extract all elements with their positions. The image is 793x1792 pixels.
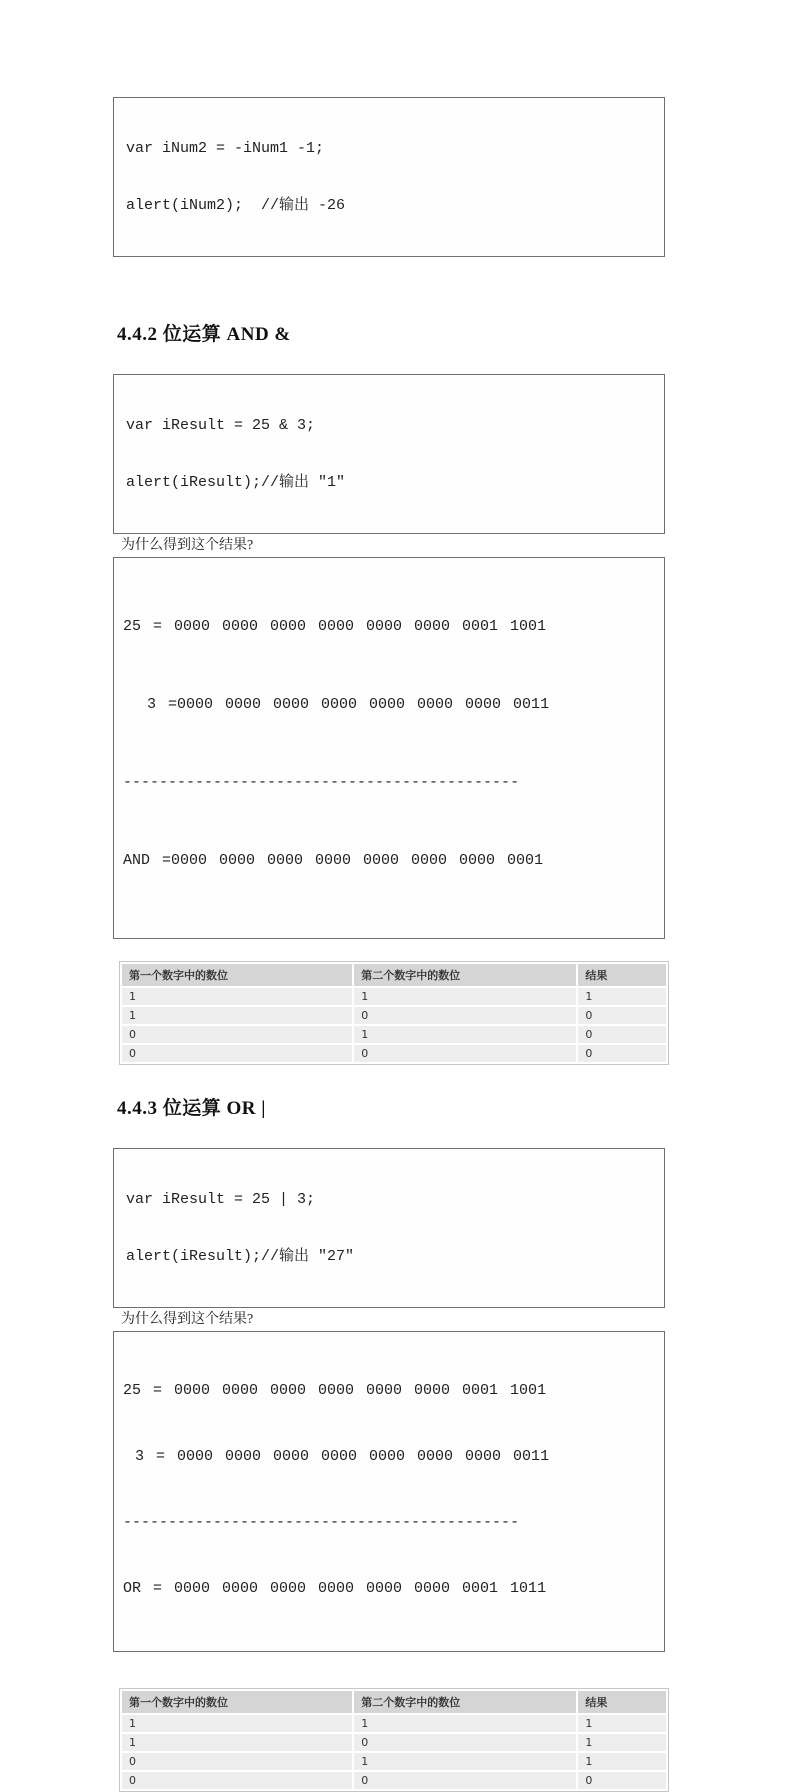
document-page: [0, 97, 793, 1787]
binary-line-divider: --------------------------------------------: [123, 774, 520, 791]
column-header: 结果: [578, 964, 666, 986]
table-row: [122, 1734, 666, 1751]
section-heading-bitwise-and: 4.4.2 位运算 AND &: [117, 324, 291, 345]
question-text: 为什么得到这个结果?: [121, 1312, 254, 1327]
table-cell: 1: [354, 988, 576, 1005]
table-row: [122, 1715, 666, 1732]
section-heading-bitwise-or: 4.4.3 位运算 OR |: [117, 1098, 266, 1119]
binary-line: AND =0000 0000 0000 0000 0000 0000 0000 0001: [123, 852, 544, 869]
binary-block-and: [113, 557, 665, 939]
truth-table-and: [119, 961, 669, 1065]
code-line: alert(iResult);//输出 ″27″: [126, 1248, 355, 1265]
table-cell: 0: [354, 1772, 576, 1789]
table-cell: 0: [122, 1753, 352, 1770]
table-row: [122, 1045, 666, 1062]
table-cell: 1: [578, 1734, 666, 1751]
code-line: var iResult = 25 | 3;: [126, 1191, 316, 1208]
table-cell: 1: [122, 988, 352, 1005]
code-block-and-example: [113, 374, 665, 534]
table-cell: 1: [578, 1753, 666, 1770]
binary-line: OR = 0000 0000 0000 0000 0000 0000 0001 1011: [123, 1580, 547, 1597]
table-cell: 1: [354, 1026, 576, 1043]
table-row: [122, 1753, 666, 1770]
code-line: var iResult = 25 & 3;: [126, 417, 316, 434]
table-cell: 0: [578, 1026, 666, 1043]
table-cell: 0: [354, 1045, 576, 1062]
table-header-row: [122, 1691, 666, 1713]
table-cell: 1: [354, 1715, 576, 1732]
binary-line: 25 = 0000 0000 0000 0000 0000 0000 0001 1001: [123, 1382, 547, 1399]
table-cell: 0: [122, 1045, 352, 1062]
question-text: 为什么得到这个结果?: [121, 538, 254, 553]
table-cell: 0: [354, 1734, 576, 1751]
binary-line-divider: --------------------------------------------: [123, 1514, 520, 1531]
code-line: alert(iNum2); //输出 -26: [126, 197, 346, 214]
table-cell: 0: [122, 1772, 352, 1789]
table-header-row: [122, 964, 666, 986]
binary-line: 25 = 0000 0000 0000 0000 0000 0000 0001 1001: [123, 618, 547, 635]
column-header: 第二个数字中的数位: [354, 1691, 576, 1713]
binary-block-or: [113, 1331, 665, 1652]
table-cell: 1: [122, 1007, 352, 1024]
table-row: [122, 1007, 666, 1024]
table-cell: 1: [122, 1734, 352, 1751]
code-line: var iNum2 = -iNum1 -1;: [126, 140, 325, 157]
truth-table-or: [119, 1688, 669, 1792]
column-header: 第二个数字中的数位: [354, 964, 576, 986]
table-cell: 1: [122, 1715, 352, 1732]
column-header: 第一个数字中的数位: [122, 1691, 352, 1713]
code-block-or-example: [113, 1148, 665, 1308]
table-cell: 0: [354, 1007, 576, 1024]
table-cell: 0: [578, 1772, 666, 1789]
table-cell: 1: [578, 988, 666, 1005]
binary-line: 3 =0000 0000 0000 0000 0000 0000 0000 0011: [123, 696, 550, 713]
table-cell: 1: [578, 1715, 666, 1732]
table-row: [122, 988, 666, 1005]
column-header: 第一个数字中的数位: [122, 964, 352, 986]
table-cell: 1: [354, 1753, 576, 1770]
code-block-intro: [113, 97, 665, 257]
table-cell: 0: [578, 1045, 666, 1062]
code-line: alert(iResult);//输出 ″1″: [126, 474, 346, 491]
binary-line: 3 = 0000 0000 0000 0000 0000 0000 0000 0011: [123, 1448, 550, 1465]
column-header: 结果: [578, 1691, 666, 1713]
table-row: [122, 1772, 666, 1789]
table-cell: 0: [578, 1007, 666, 1024]
table-row: [122, 1026, 666, 1043]
table-cell: 0: [122, 1026, 352, 1043]
